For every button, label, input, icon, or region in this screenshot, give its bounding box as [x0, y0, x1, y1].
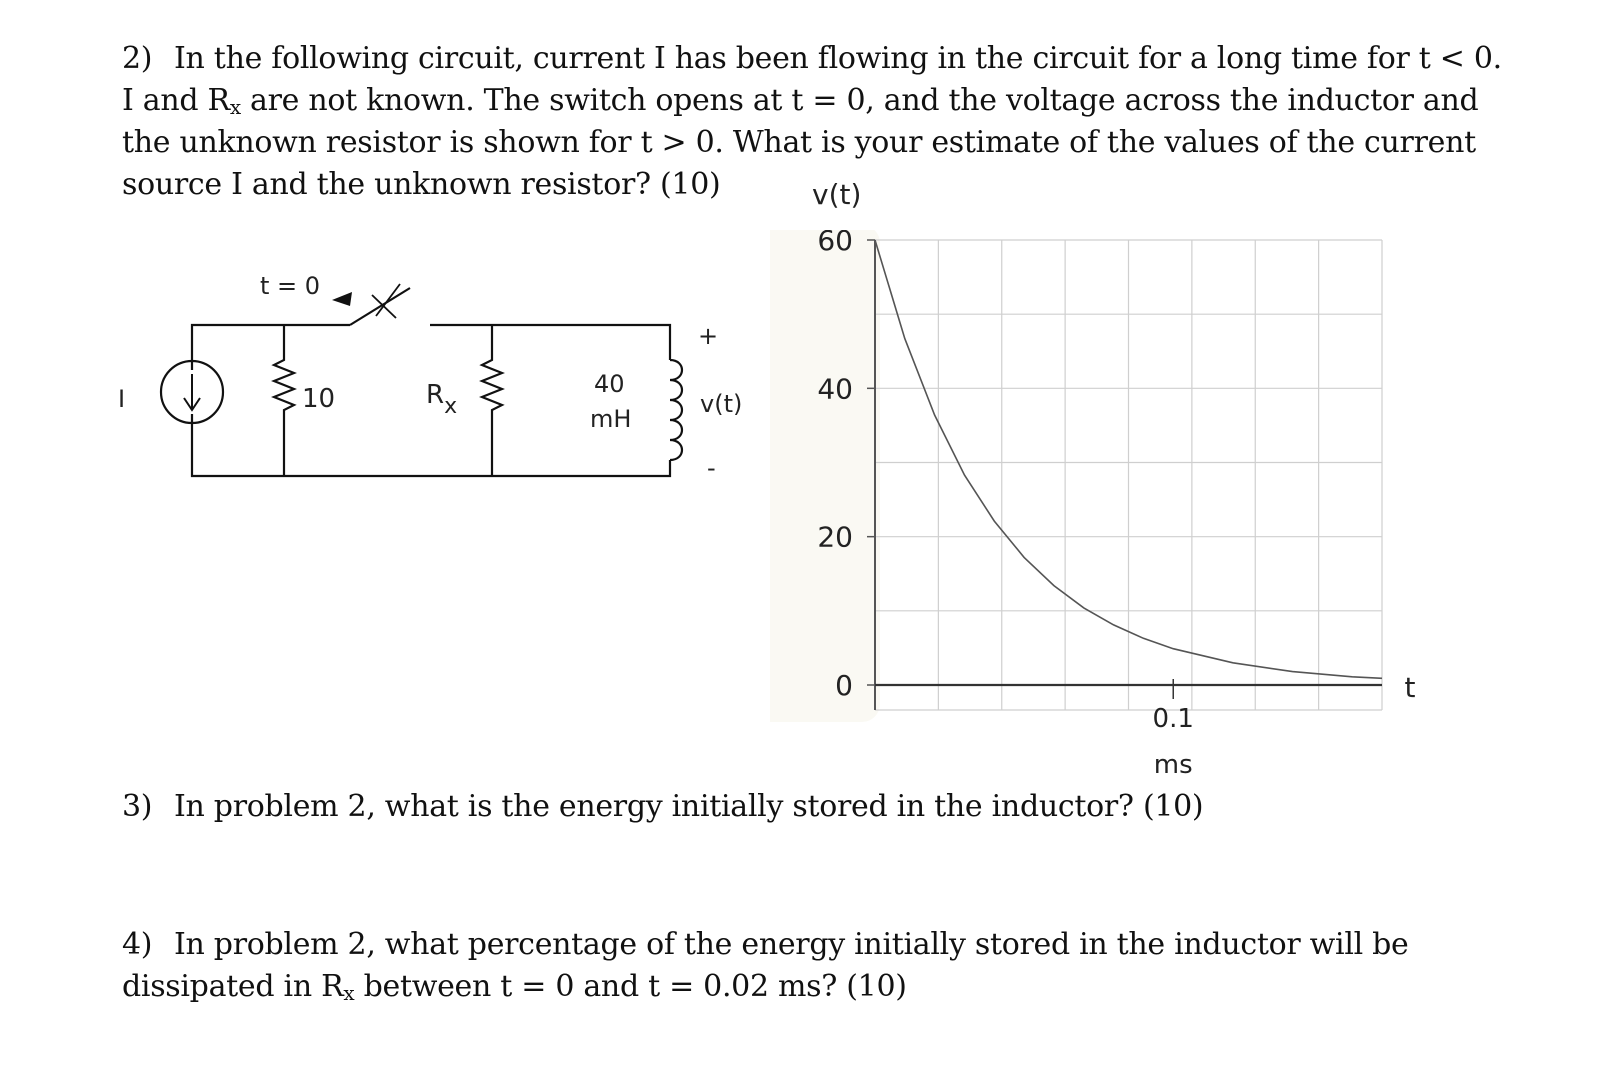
question-2-line-3: the unknown resistor is shown for t > 0. What is your estimate of the values of the current: [122, 125, 1476, 160]
y-tick-label: 0: [835, 669, 853, 702]
voltage-label: v(t): [700, 390, 743, 418]
inductor-unit: mH: [590, 405, 632, 433]
x-axis-label: t: [1404, 671, 1416, 704]
question-number: 4): [122, 927, 153, 962]
question-4-line-2-rest: between t = 0 and t = 0.02 ms? (10): [354, 969, 907, 1004]
question-2-line-2: I and R: [122, 83, 230, 118]
plus-sign: +: [698, 322, 719, 350]
rx-label: $R_x$: [426, 380, 458, 419]
question-2-line-1: In the following circuit, current I has been flowing in the circuit for a long time for t < 0.: [174, 41, 1502, 76]
question-number: 2): [122, 41, 153, 76]
source-label: I: [118, 385, 126, 413]
question-4: [122, 924, 1409, 1008]
rx-subscript: x: [444, 394, 458, 419]
subscript-x: x: [229, 95, 241, 119]
inductor-value: 40: [594, 370, 625, 398]
resistor-rx: [482, 325, 502, 476]
question-3: [122, 786, 1203, 828]
y-tick-label: 40: [817, 372, 853, 406]
x-tick-label: 0.1: [1152, 704, 1194, 734]
chart-title: v(t): [812, 178, 862, 211]
switch-arrow: [332, 292, 352, 306]
resistor-10: [274, 325, 294, 476]
y-tick-label: 60: [817, 230, 853, 257]
question-number: 3): [122, 789, 153, 824]
switch-label: t = 0: [260, 272, 321, 300]
question-4-line-1: In problem 2, what percentage of the energy initially stored in the inductor will be: [174, 927, 1409, 962]
question-2-line-2-rest: are not known. The switch opens at t = 0, and the voltage across the inductor and: [240, 83, 1479, 118]
question-2-line-4: source I and the unknown resistor? (10): [122, 167, 721, 202]
wire-top-left: [192, 325, 350, 370]
question-4-line-2: dissipated in R: [122, 969, 344, 1004]
y-tick-label: 20: [817, 520, 853, 554]
minus-sign: -: [707, 454, 716, 482]
switch-blade: [350, 288, 410, 325]
question-3-text: In problem 2, what is the energy initially stored in the inductor? (10): [174, 789, 1204, 824]
inductor: [670, 360, 682, 460]
wire-top-right: [430, 325, 670, 360]
subscript-x: x: [343, 981, 355, 1005]
plot-panel: [770, 230, 880, 722]
voltage-plot: [770, 230, 1450, 790]
x-unit-label: ms: [1153, 750, 1193, 780]
resistor-10-label: 10: [302, 384, 336, 414]
